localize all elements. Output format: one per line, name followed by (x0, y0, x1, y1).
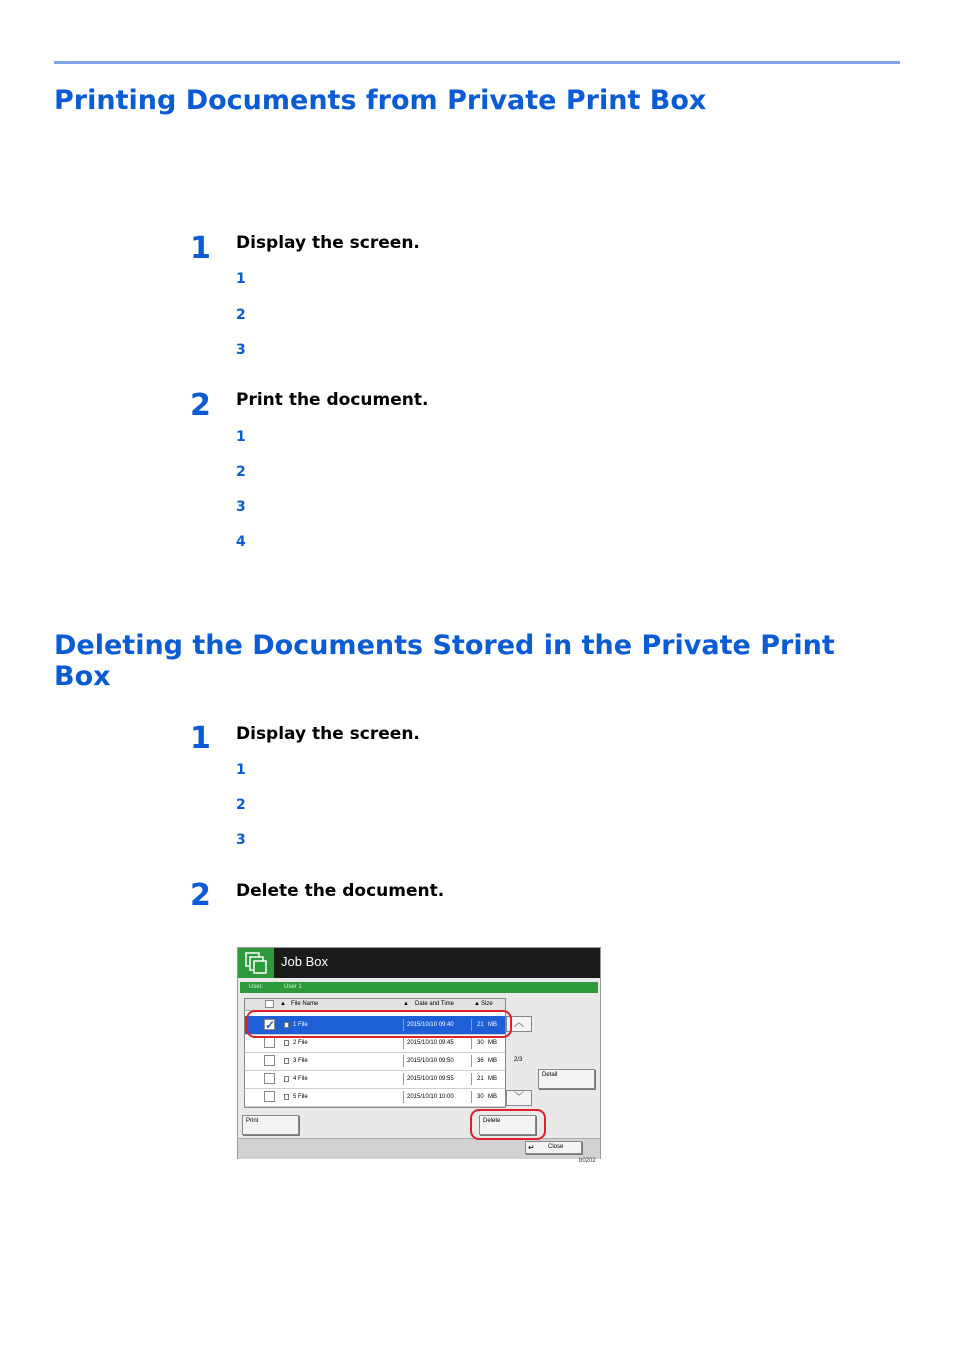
column-file-name[interactable]: File Name (291, 1001, 319, 1007)
file-size: 36 (477, 1058, 484, 1064)
sort-icon[interactable]: ▲ (280, 1001, 286, 1007)
screen-header (238, 948, 600, 978)
table-row[interactable] (245, 1052, 505, 1071)
file-date: 2015/10/10 10:00 (407, 1094, 454, 1100)
bottom-bar (238, 1138, 600, 1159)
substep-number: 3 (236, 832, 246, 848)
user-value: User 1 (284, 984, 302, 990)
row-checkbox[interactable] (264, 1037, 275, 1048)
user-label: User: (249, 984, 264, 990)
sort-icon[interactable]: ▲ (474, 1001, 480, 1007)
file-size: 30 (477, 1094, 484, 1100)
row-checkbox[interactable]: ✓ (265, 1018, 276, 1032)
file-name: 5 File (293, 1094, 308, 1100)
step-title: Display the screen. (236, 233, 420, 253)
substep-number: 2 (236, 797, 246, 813)
user-bar (240, 982, 598, 993)
row-checkbox[interactable] (264, 1091, 275, 1102)
file-size-unit: MB (488, 1040, 497, 1046)
highlight-delete-button (470, 1109, 546, 1140)
substep-number: 4 (236, 534, 246, 550)
file-icon (284, 1094, 289, 1100)
file-name: 1 File (293, 1022, 308, 1028)
file-size-unit: MB (488, 1094, 497, 1100)
chevron-up-icon: ︿ (514, 1018, 524, 1029)
row-checkbox[interactable] (264, 1055, 275, 1066)
file-name: 2 File (293, 1040, 308, 1046)
substep-number: 1 (236, 271, 246, 287)
job-box-icon (238, 948, 274, 978)
substep-number: 1 (236, 762, 246, 778)
file-size-unit: MB (488, 1076, 497, 1082)
file-size: 21 (477, 1076, 484, 1082)
detail-button[interactable]: Detail (538, 1069, 595, 1089)
table-row[interactable] (245, 1088, 505, 1107)
file-name: 3 File (293, 1058, 308, 1064)
file-date: 2015/10/10 09:45 (407, 1040, 454, 1046)
file-icon (284, 1058, 289, 1064)
section-title-deleting: Deleting the Documents Stored in the Private Print Box (54, 630, 835, 692)
file-size: 21 (477, 1022, 484, 1028)
substep-number: 1 (236, 429, 246, 445)
file-date: 2015/10/10 09:50 (407, 1058, 454, 1064)
file-date: 2015/10/10 09:40 (407, 1022, 454, 1028)
file-name: 4 File (293, 1076, 308, 1082)
select-all-checkbox[interactable] (265, 1000, 274, 1008)
figure-id: b0202 (579, 1158, 596, 1164)
table-row[interactable] (245, 1070, 505, 1089)
file-size-unit: MB (488, 1022, 497, 1028)
screen-title: Job Box (281, 954, 328, 969)
print-button[interactable]: Print (242, 1115, 299, 1135)
substep-number: 3 (236, 499, 246, 515)
scroll-down-button[interactable] (506, 1090, 532, 1106)
step-number: 1 (190, 721, 211, 756)
column-size[interactable]: Size (481, 1001, 493, 1007)
file-icon (284, 1040, 289, 1046)
step-title: Print the document. (236, 390, 429, 410)
step-number: 2 (190, 388, 211, 423)
substep-number: 3 (236, 342, 246, 358)
column-date-time[interactable]: Date and Time (415, 1001, 455, 1007)
close-button[interactable]: ↵ Close (525, 1141, 582, 1154)
top-rule (54, 61, 900, 64)
step-title: Delete the document. (236, 881, 445, 901)
step-title: Display the screen. (236, 724, 420, 744)
page-indicator: 2/3 (514, 1057, 523, 1063)
file-date: 2015/10/10 09:55 (407, 1076, 454, 1082)
return-icon: ↵ (528, 1143, 535, 1152)
file-size-unit: MB (488, 1058, 497, 1064)
file-size: 30 (477, 1040, 484, 1046)
job-box-screen (237, 947, 601, 1159)
file-icon (284, 1076, 289, 1082)
step-number: 2 (190, 878, 211, 913)
substep-number: 2 (236, 307, 246, 323)
delete-button[interactable]: Delete (479, 1115, 536, 1135)
chevron-down-icon: ﹀ (514, 1092, 524, 1103)
highlight-selected-row (246, 1010, 512, 1038)
step-number: 1 (190, 231, 211, 266)
row-checkbox[interactable] (264, 1073, 275, 1084)
sort-icon[interactable]: ▲ (403, 1001, 409, 1007)
substep-number: 2 (236, 464, 246, 480)
section-title-printing: Printing Documents from Private Print Box (54, 85, 707, 116)
